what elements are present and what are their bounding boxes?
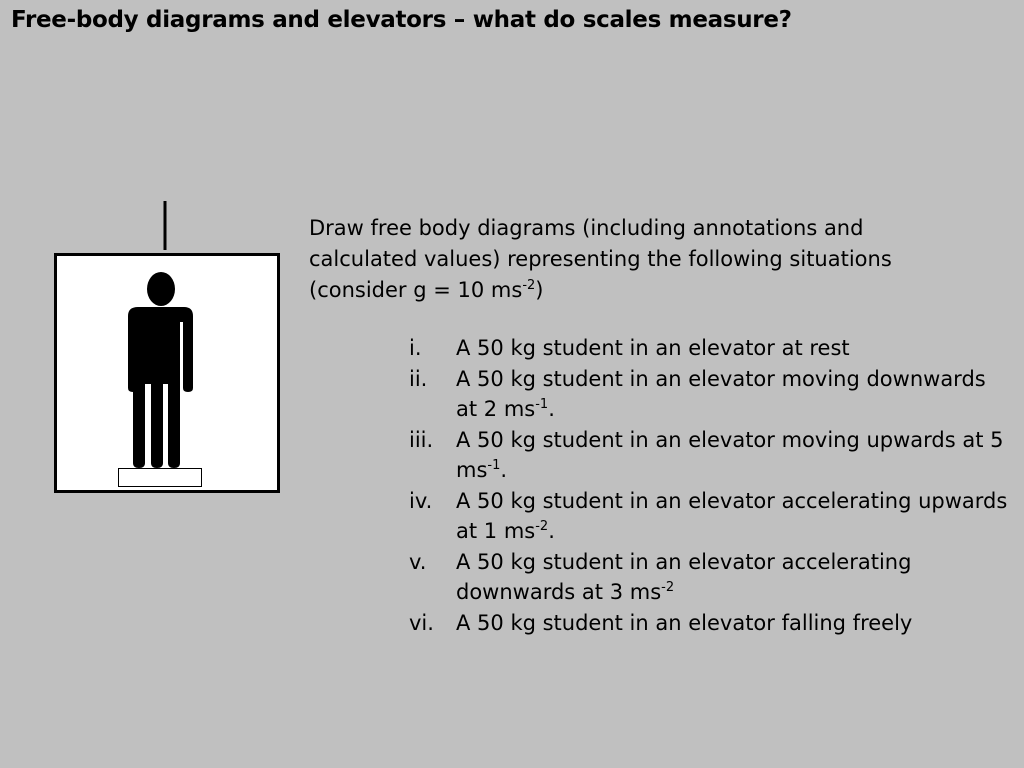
exponent: -2 (522, 278, 536, 293)
exponent: -2 (661, 580, 675, 595)
list-item (409, 425, 1009, 486)
list-item-body: A 50 kg student in an elevator falling freely (456, 610, 913, 635)
list-item-number: iii. (409, 427, 434, 452)
list-item-number: ii. (409, 366, 428, 391)
list-item-text (456, 547, 1009, 608)
list-item-text (456, 425, 1009, 486)
list-item-suffix: . (500, 458, 508, 482)
bathroom-scale-icon (119, 469, 202, 487)
exponent: -1 (535, 397, 549, 412)
list-item-number: v. (409, 549, 427, 574)
instructions-line: Draw free body diagrams (including annotations and (309, 216, 864, 240)
list-item (409, 486, 1009, 547)
list-item-body: A 50 kg student in an elevator moving downwards at 2 ms (456, 366, 986, 421)
instructions-text: (consider g = 10 ms (309, 278, 523, 302)
list-item-number: vi. (409, 610, 434, 635)
list-item-text (456, 333, 1009, 364)
list-item-body: A 50 kg student in an elevator accelerating downwards at 3 ms (456, 549, 912, 604)
list-item-number: i. (409, 336, 422, 360)
list-item-body: A 50 kg student in an elevator at rest (456, 336, 850, 360)
list-item-suffix: . (548, 397, 555, 421)
elevator-diagram (0, 0, 290, 500)
situations-list (409, 333, 1009, 638)
slide-title: Free-body diagrams and elevators – what do scales measure? (11, 7, 792, 33)
instructions-line: calculated values) representing the following situations (309, 247, 892, 271)
list-item-text (456, 608, 1009, 639)
list-item-number: iv. (409, 488, 433, 513)
instructions-text: ) (535, 278, 544, 302)
list-item-body: A 50 kg student in an elevator moving upwards at 5 ms (456, 427, 1004, 482)
exponent: -2 (535, 519, 549, 534)
list-item-text (456, 486, 1009, 547)
list-item (409, 364, 1009, 425)
exponent: -1 (487, 458, 501, 473)
list-item-suffix: . (548, 519, 555, 543)
list-item-text (456, 364, 1009, 425)
list-item (409, 547, 1009, 608)
list-item-body: A 50 kg student in an elevator accelerating upwards at 1 ms (456, 488, 1008, 543)
list-item (409, 333, 1009, 364)
instructions-paragraph (309, 213, 989, 306)
instructions-line (309, 275, 989, 306)
list-item (409, 608, 1009, 639)
